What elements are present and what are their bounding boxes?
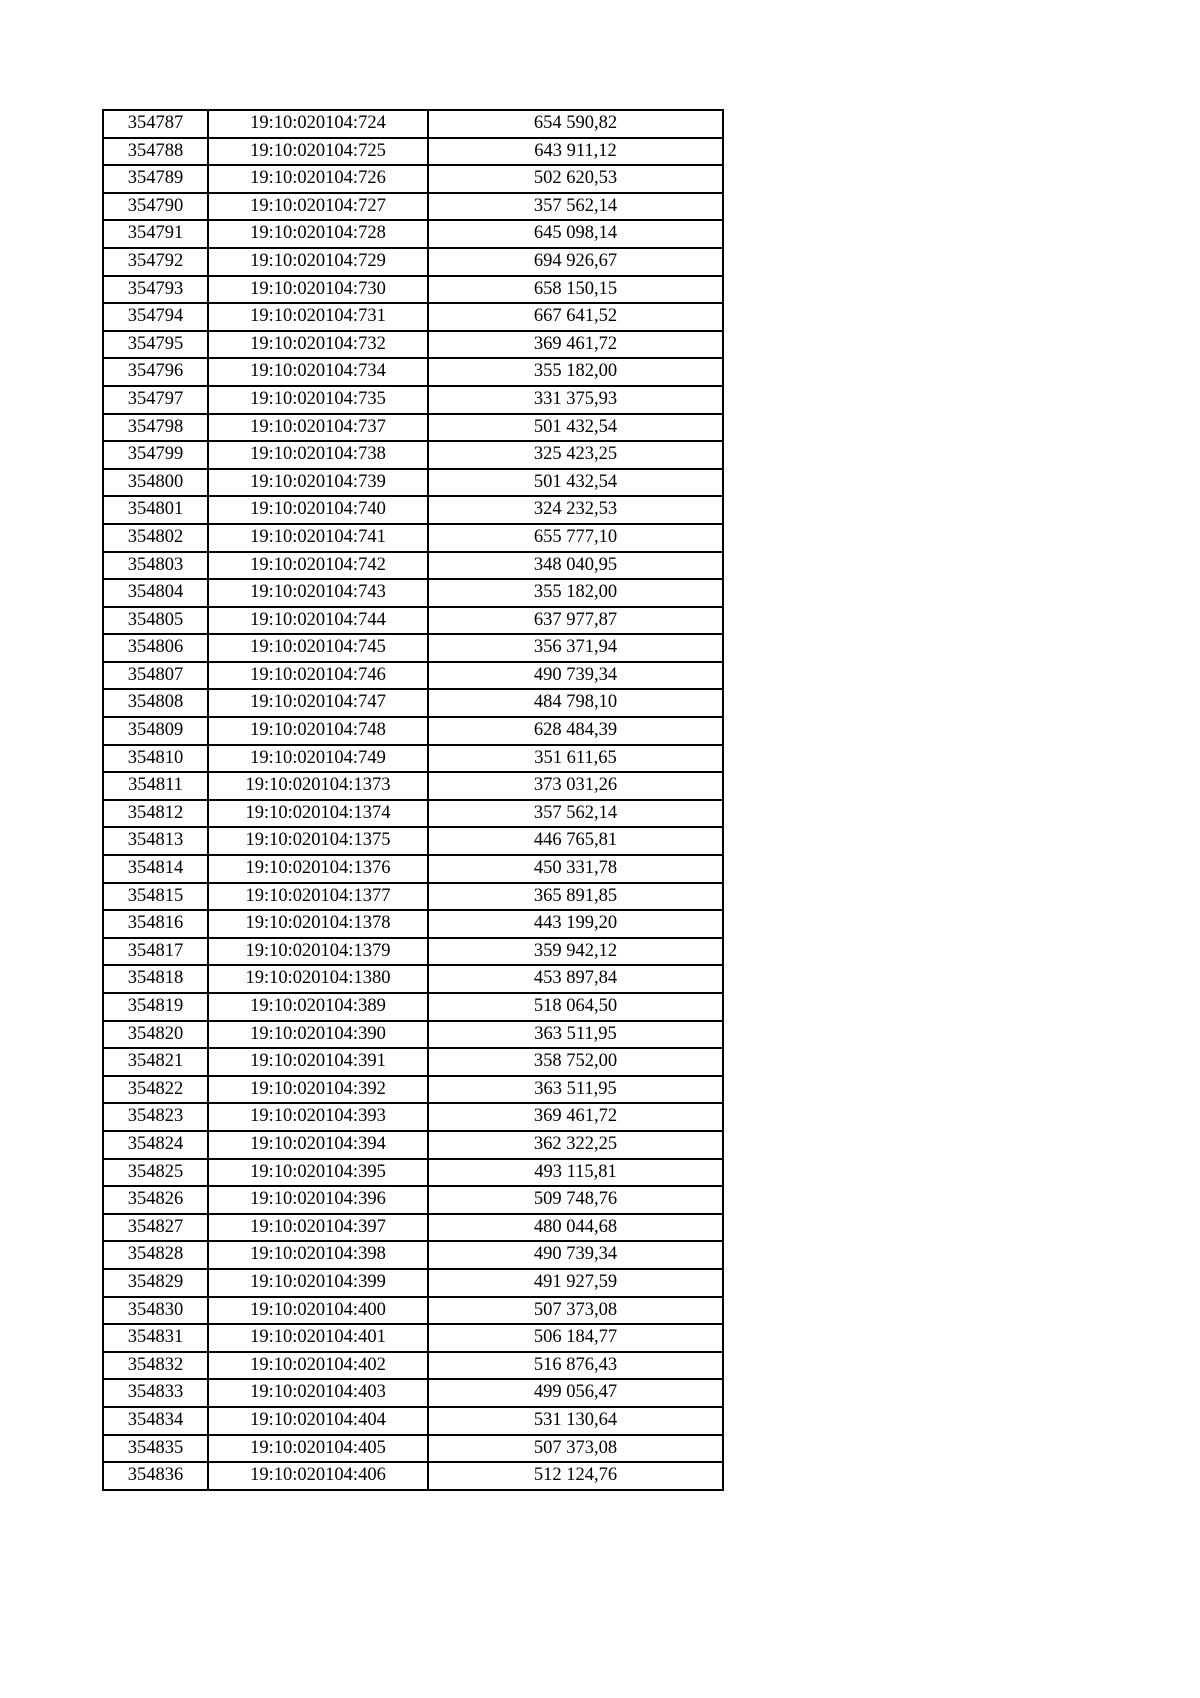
row-number-cell: 354793	[103, 276, 208, 304]
cadastral-number-cell: 19:10:020104:749	[208, 745, 428, 773]
row-number-cell: 354826	[103, 1186, 208, 1214]
row-number-cell: 354817	[103, 938, 208, 966]
cadastral-number-cell: 19:10:020104:396	[208, 1186, 428, 1214]
cadastral-value-cell: 507 373,08	[428, 1435, 723, 1463]
cadastral-number-cell: 19:10:020104:400	[208, 1297, 428, 1325]
cadastral-value-cell: 358 752,00	[428, 1048, 723, 1076]
table-row	[103, 1407, 723, 1435]
cadastral-number-cell: 19:10:020104:744	[208, 607, 428, 635]
cadastral-value-cell: 654 590,82	[428, 110, 723, 138]
table-row	[103, 165, 723, 193]
cadastral-number-cell: 19:10:020104:729	[208, 248, 428, 276]
row-number-cell: 354832	[103, 1352, 208, 1380]
table-row	[103, 358, 723, 386]
row-number-cell: 354823	[103, 1103, 208, 1131]
table-row	[103, 469, 723, 497]
table-row	[103, 414, 723, 442]
cadastral-value-cell: 502 620,53	[428, 165, 723, 193]
cadastral-number-cell: 19:10:020104:1380	[208, 965, 428, 993]
row-number-cell: 354794	[103, 303, 208, 331]
cadastral-value-cell: 655 777,10	[428, 524, 723, 552]
cadastral-value-cell: 443 199,20	[428, 910, 723, 938]
row-number-cell: 354810	[103, 745, 208, 773]
table-row	[103, 993, 723, 1021]
row-number-cell: 354787	[103, 110, 208, 138]
cadastral-value-cell: 507 373,08	[428, 1297, 723, 1325]
cadastral-value-cell: 512 124,76	[428, 1462, 723, 1490]
row-number-cell: 354819	[103, 993, 208, 1021]
row-number-cell: 354800	[103, 469, 208, 497]
row-number-cell: 354806	[103, 634, 208, 662]
cadastral-number-cell: 19:10:020104:1376	[208, 855, 428, 883]
table-row	[103, 1297, 723, 1325]
table-row	[103, 607, 723, 635]
row-number-cell: 354797	[103, 386, 208, 414]
cadastral-number-cell: 19:10:020104:397	[208, 1214, 428, 1242]
table-row	[103, 1186, 723, 1214]
cadastral-number-cell: 19:10:020104:747	[208, 689, 428, 717]
cadastral-value-cell: 628 484,39	[428, 717, 723, 745]
cadastral-value-cell: 501 432,54	[428, 414, 723, 442]
row-number-cell: 354812	[103, 800, 208, 828]
cadastral-number-cell: 19:10:020104:1377	[208, 883, 428, 911]
table-row	[103, 193, 723, 221]
cadastral-number-cell: 19:10:020104:726	[208, 165, 428, 193]
cadastral-value-cell: 359 942,12	[428, 938, 723, 966]
row-number-cell: 354796	[103, 358, 208, 386]
table-row	[103, 1324, 723, 1352]
table-row	[103, 1241, 723, 1269]
cadastral-number-cell: 19:10:020104:401	[208, 1324, 428, 1352]
row-number-cell: 354831	[103, 1324, 208, 1352]
row-number-cell: 354792	[103, 248, 208, 276]
table-row	[103, 1435, 723, 1463]
row-number-cell: 354813	[103, 827, 208, 855]
row-number-cell: 354833	[103, 1379, 208, 1407]
table-row	[103, 1379, 723, 1407]
table-row	[103, 331, 723, 359]
cadastral-number-cell: 19:10:020104:732	[208, 331, 428, 359]
table-row	[103, 1131, 723, 1159]
row-number-cell: 354829	[103, 1269, 208, 1297]
row-number-cell: 354804	[103, 579, 208, 607]
row-number-cell: 354827	[103, 1214, 208, 1242]
cadastral-value-cell: 493 115,81	[428, 1159, 723, 1187]
row-number-cell: 354802	[103, 524, 208, 552]
row-number-cell: 354830	[103, 1297, 208, 1325]
cadastral-value-cell: 348 040,95	[428, 552, 723, 580]
table-row	[103, 1021, 723, 1049]
cadastral-value-cell: 356 371,94	[428, 634, 723, 662]
row-number-cell: 354791	[103, 220, 208, 248]
table-row	[103, 800, 723, 828]
cadastral-number-cell: 19:10:020104:389	[208, 993, 428, 1021]
table-row	[103, 276, 723, 304]
row-number-cell: 354809	[103, 717, 208, 745]
cadastral-number-cell: 19:10:020104:739	[208, 469, 428, 497]
row-number-cell: 354835	[103, 1435, 208, 1463]
cadastral-number-cell: 19:10:020104:742	[208, 552, 428, 580]
cadastral-number-cell: 19:10:020104:748	[208, 717, 428, 745]
row-number-cell: 354801	[103, 496, 208, 524]
table-row	[103, 689, 723, 717]
table-row	[103, 717, 723, 745]
cadastral-number-cell: 19:10:020104:403	[208, 1379, 428, 1407]
table-row	[103, 745, 723, 773]
cadastral-number-cell: 19:10:020104:405	[208, 1435, 428, 1463]
table-row	[103, 552, 723, 580]
cadastral-number-cell: 19:10:020104:398	[208, 1241, 428, 1269]
cadastral-value-cell: 365 891,85	[428, 883, 723, 911]
table-row	[103, 1352, 723, 1380]
table-row	[103, 441, 723, 469]
table-row	[103, 1269, 723, 1297]
row-number-cell: 354803	[103, 552, 208, 580]
cadastral-value-cell: 516 876,43	[428, 1352, 723, 1380]
row-number-cell: 354828	[103, 1241, 208, 1269]
cadastral-number-cell: 19:10:020104:391	[208, 1048, 428, 1076]
cadastral-number-cell: 19:10:020104:745	[208, 634, 428, 662]
row-number-cell: 354825	[103, 1159, 208, 1187]
cadastral-value-cell: 331 375,93	[428, 386, 723, 414]
cadastral-value-cell: 446 765,81	[428, 827, 723, 855]
cadastral-number-cell: 19:10:020104:1374	[208, 800, 428, 828]
cadastral-value-cell: 643 911,12	[428, 138, 723, 166]
table-row	[103, 1048, 723, 1076]
cadastral-value-cell: 480 044,68	[428, 1214, 723, 1242]
row-number-cell: 354790	[103, 193, 208, 221]
table-row	[103, 827, 723, 855]
cadastral-value-cell: 357 562,14	[428, 193, 723, 221]
table-row	[103, 883, 723, 911]
cadastral-number-cell: 19:10:020104:727	[208, 193, 428, 221]
cadastral-number-cell: 19:10:020104:730	[208, 276, 428, 304]
cadastral-number-cell: 19:10:020104:734	[208, 358, 428, 386]
cadastral-number-cell: 19:10:020104:743	[208, 579, 428, 607]
cadastral-value-cell: 658 150,15	[428, 276, 723, 304]
cadastral-value-cell: 667 641,52	[428, 303, 723, 331]
row-number-cell: 354836	[103, 1462, 208, 1490]
cadastral-number-cell: 19:10:020104:406	[208, 1462, 428, 1490]
cadastral-number-cell: 19:10:020104:741	[208, 524, 428, 552]
row-number-cell: 354820	[103, 1021, 208, 1049]
row-number-cell: 354798	[103, 414, 208, 442]
row-number-cell: 354807	[103, 662, 208, 690]
cadastral-value-table	[102, 109, 724, 1491]
cadastral-value-cell: 373 031,26	[428, 772, 723, 800]
cadastral-value-cell: 490 739,34	[428, 662, 723, 690]
table-row	[103, 110, 723, 138]
cadastral-value-cell: 509 748,76	[428, 1186, 723, 1214]
table-row	[103, 524, 723, 552]
table-row	[103, 910, 723, 938]
cadastral-value-cell: 324 232,53	[428, 496, 723, 524]
cadastral-value-cell: 453 897,84	[428, 965, 723, 993]
table-body	[103, 110, 723, 1490]
cadastral-value-cell: 351 611,65	[428, 745, 723, 773]
cadastral-value-cell: 499 056,47	[428, 1379, 723, 1407]
table-row	[103, 138, 723, 166]
cadastral-number-cell: 19:10:020104:393	[208, 1103, 428, 1131]
cadastral-value-cell: 362 322,25	[428, 1131, 723, 1159]
cadastral-value-cell: 450 331,78	[428, 855, 723, 883]
row-number-cell: 354821	[103, 1048, 208, 1076]
row-number-cell: 354824	[103, 1131, 208, 1159]
row-number-cell: 354811	[103, 772, 208, 800]
cadastral-value-cell: 518 064,50	[428, 993, 723, 1021]
table-row	[103, 938, 723, 966]
table-row	[103, 634, 723, 662]
cadastral-value-cell: 501 432,54	[428, 469, 723, 497]
cadastral-number-cell: 19:10:020104:740	[208, 496, 428, 524]
cadastral-number-cell: 19:10:020104:735	[208, 386, 428, 414]
cadastral-number-cell: 19:10:020104:402	[208, 1352, 428, 1380]
row-number-cell: 354834	[103, 1407, 208, 1435]
table-row	[103, 579, 723, 607]
row-number-cell: 354799	[103, 441, 208, 469]
cadastral-number-cell: 19:10:020104:1379	[208, 938, 428, 966]
cadastral-number-cell: 19:10:020104:395	[208, 1159, 428, 1187]
cadastral-number-cell: 19:10:020104:399	[208, 1269, 428, 1297]
row-number-cell: 354814	[103, 855, 208, 883]
cadastral-value-cell: 506 184,77	[428, 1324, 723, 1352]
cadastral-value-cell: 484 798,10	[428, 689, 723, 717]
cadastral-value-cell: 355 182,00	[428, 358, 723, 386]
cadastral-number-cell: 19:10:020104:390	[208, 1021, 428, 1049]
row-number-cell: 354795	[103, 331, 208, 359]
row-number-cell: 354808	[103, 689, 208, 717]
table-row	[103, 965, 723, 993]
cadastral-value-cell: 694 926,67	[428, 248, 723, 276]
table-row	[103, 248, 723, 276]
row-number-cell: 354805	[103, 607, 208, 635]
cadastral-value-cell: 637 977,87	[428, 607, 723, 635]
cadastral-number-cell: 19:10:020104:737	[208, 414, 428, 442]
cadastral-value-cell: 645 098,14	[428, 220, 723, 248]
cadastral-number-cell: 19:10:020104:392	[208, 1076, 428, 1104]
table-row	[103, 1103, 723, 1131]
cadastral-number-cell: 19:10:020104:404	[208, 1407, 428, 1435]
table-row	[103, 1159, 723, 1187]
cadastral-value-cell: 531 130,64	[428, 1407, 723, 1435]
table-row	[103, 496, 723, 524]
table-row	[103, 772, 723, 800]
row-number-cell: 354789	[103, 165, 208, 193]
row-number-cell: 354818	[103, 965, 208, 993]
cadastral-value-cell: 363 511,95	[428, 1021, 723, 1049]
cadastral-value-cell: 357 562,14	[428, 800, 723, 828]
cadastral-number-cell: 19:10:020104:1378	[208, 910, 428, 938]
cadastral-number-cell: 19:10:020104:738	[208, 441, 428, 469]
cadastral-number-cell: 19:10:020104:394	[208, 1131, 428, 1159]
cadastral-value-cell: 490 739,34	[428, 1241, 723, 1269]
cadastral-number-cell: 19:10:020104:728	[208, 220, 428, 248]
cadastral-value-cell: 355 182,00	[428, 579, 723, 607]
cadastral-number-cell: 19:10:020104:1375	[208, 827, 428, 855]
table-row	[103, 220, 723, 248]
table-row	[103, 1462, 723, 1490]
table-row	[103, 1076, 723, 1104]
cadastral-number-cell: 19:10:020104:724	[208, 110, 428, 138]
cadastral-value-cell: 369 461,72	[428, 331, 723, 359]
cadastral-value-cell: 363 511,95	[428, 1076, 723, 1104]
table-row	[103, 303, 723, 331]
table-row	[103, 386, 723, 414]
row-number-cell: 354788	[103, 138, 208, 166]
cadastral-number-cell: 19:10:020104:1373	[208, 772, 428, 800]
cadastral-value-cell: 491 927,59	[428, 1269, 723, 1297]
cadastral-number-cell: 19:10:020104:731	[208, 303, 428, 331]
table-row	[103, 855, 723, 883]
table-row	[103, 662, 723, 690]
table-row	[103, 1214, 723, 1242]
row-number-cell: 354815	[103, 883, 208, 911]
row-number-cell: 354816	[103, 910, 208, 938]
row-number-cell: 354822	[103, 1076, 208, 1104]
cadastral-value-cell: 369 461,72	[428, 1103, 723, 1131]
cadastral-number-cell: 19:10:020104:725	[208, 138, 428, 166]
cadastral-number-cell: 19:10:020104:746	[208, 662, 428, 690]
cadastral-value-cell: 325 423,25	[428, 441, 723, 469]
